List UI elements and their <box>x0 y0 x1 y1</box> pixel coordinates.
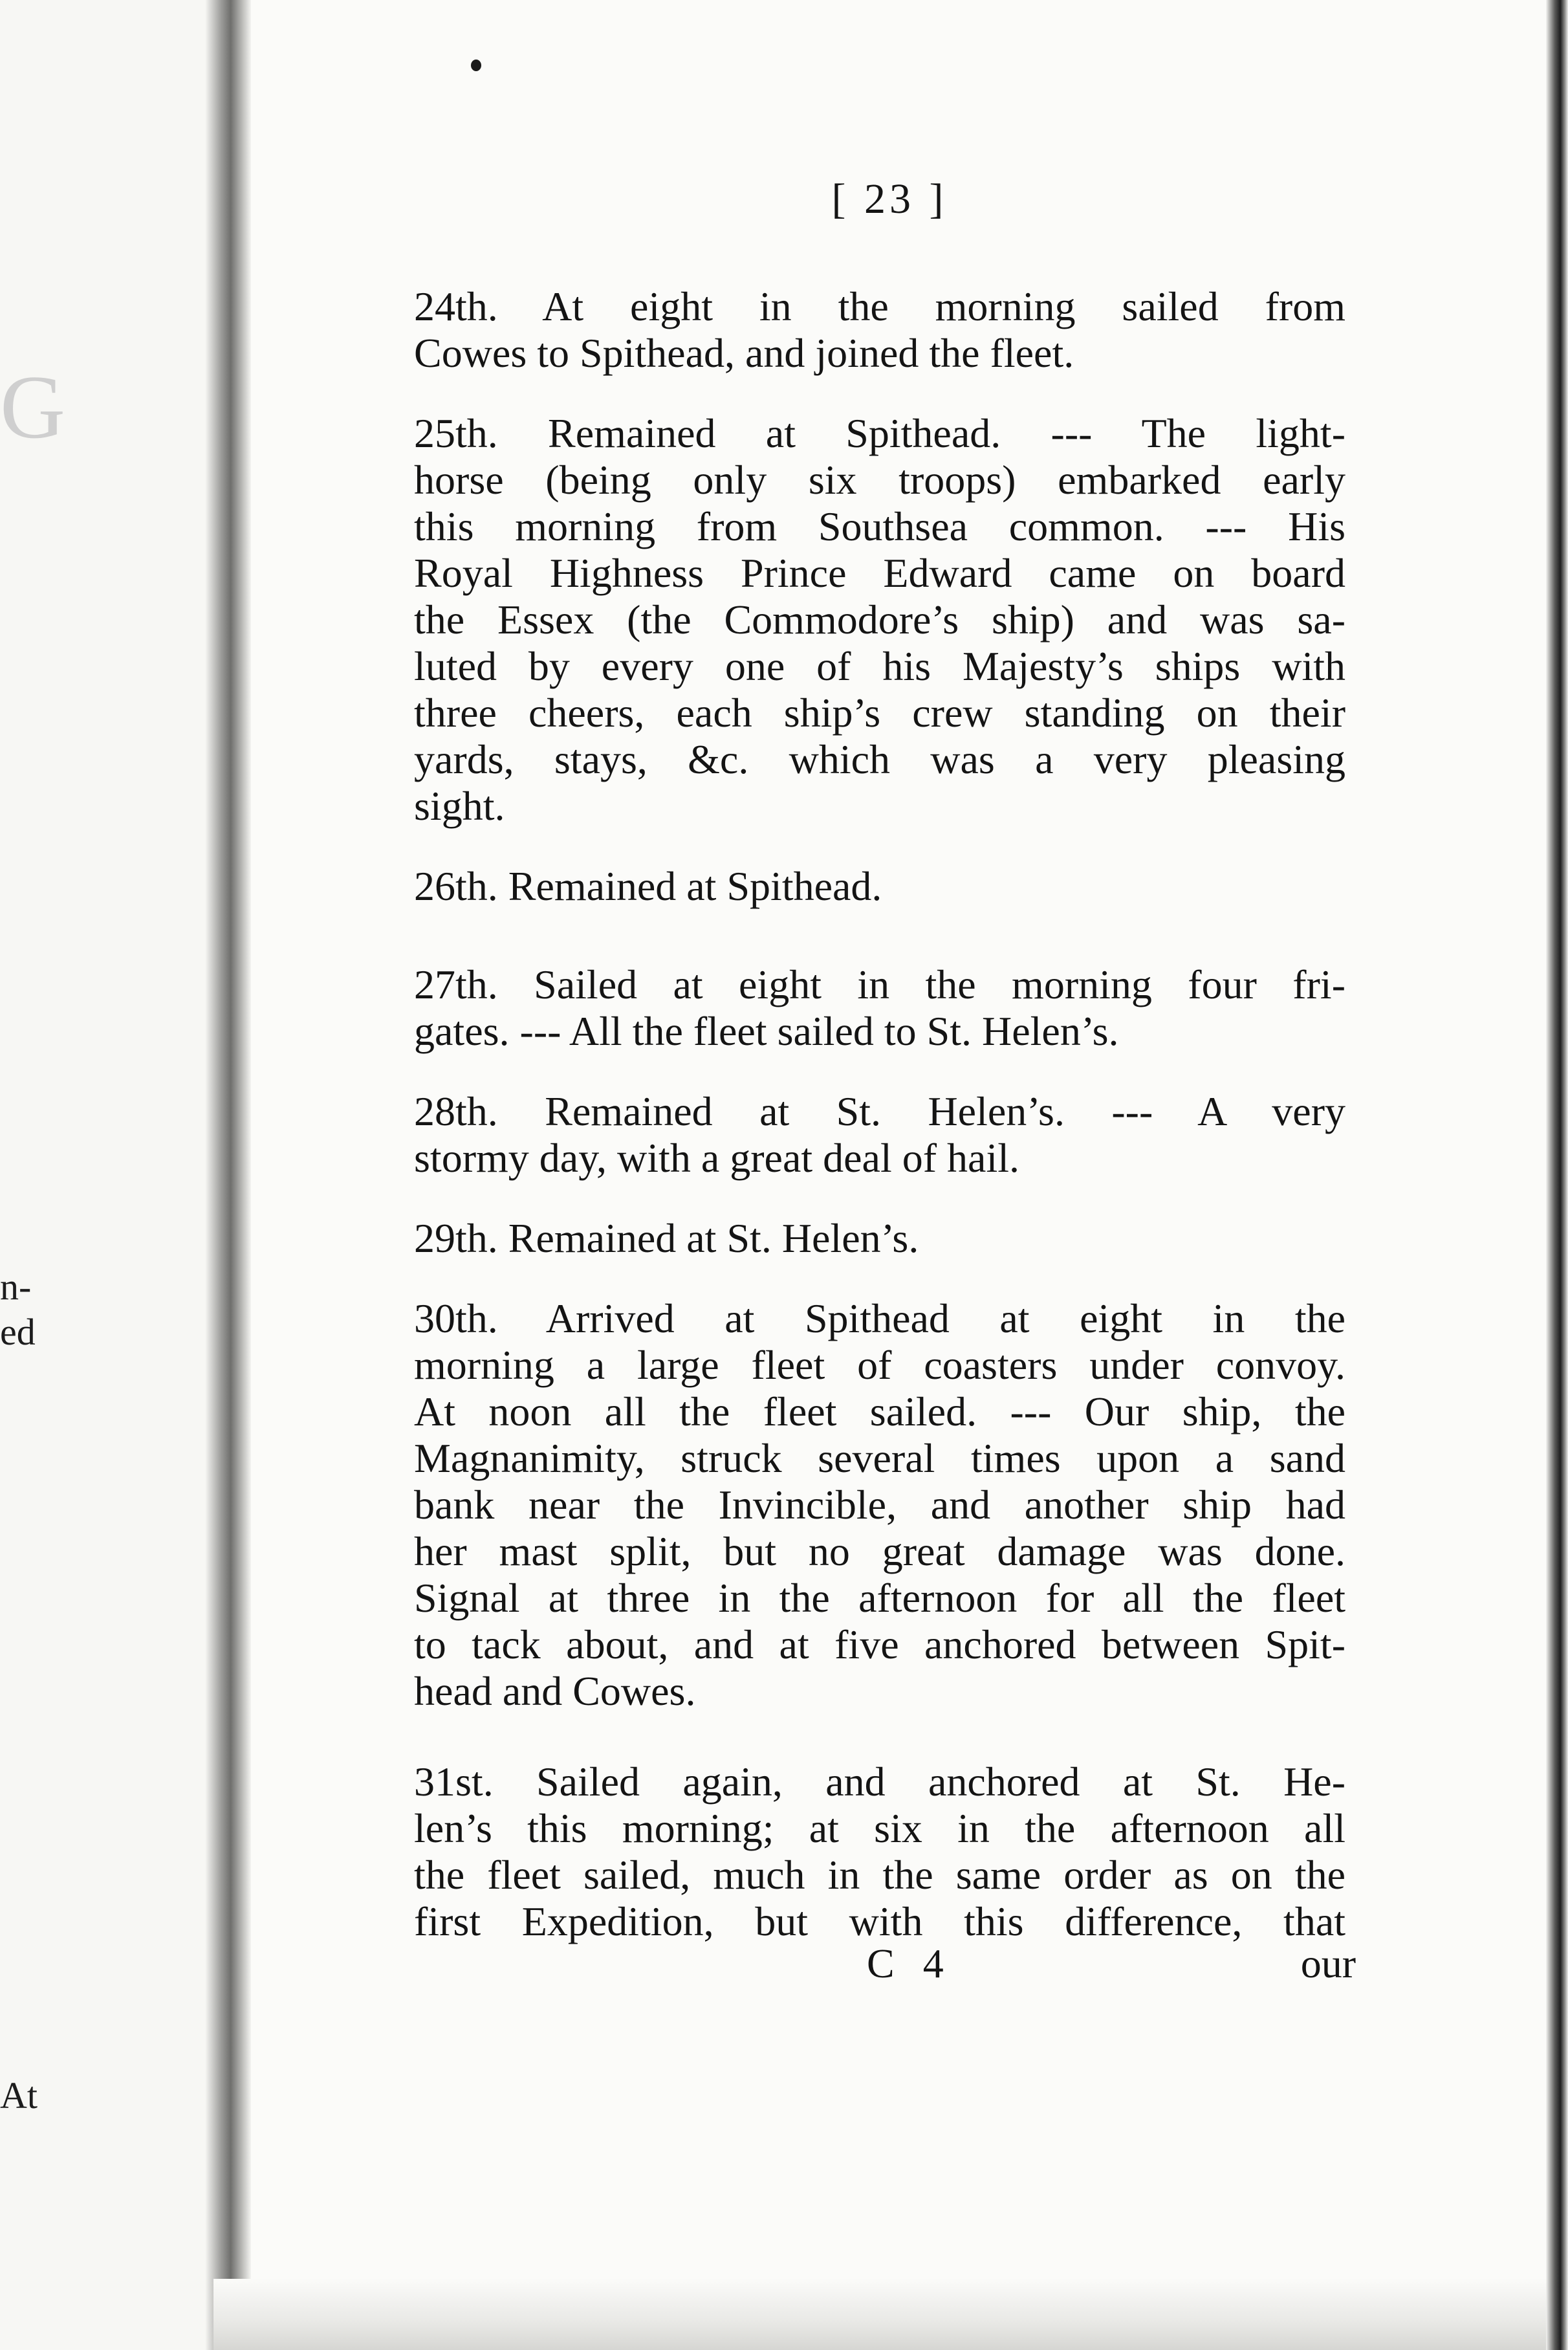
journal-entry-30th <box>414 1295 1345 1715</box>
text-line: 26th. Remained at Spithead. <box>414 863 882 909</box>
text-line: to tack about, and at five anchored between Spit- <box>414 1621 1345 1667</box>
catchword: our <box>1300 1940 1356 1986</box>
text-line: bank near the Invincible, and another ship had <box>414 1482 1345 1528</box>
facing-page-fragment: n- <box>0 1266 32 1308</box>
journal-entry-26th <box>414 863 1345 910</box>
text-line: gates. --- All the fleet sailed to St. Helen’s. <box>414 1008 1119 1054</box>
text-line: luted by every one of his Majesty’s ships with <box>414 643 1345 689</box>
text-line: stormy day, with a great deal of hail. <box>414 1135 1019 1181</box>
bleed-through-mark: G <box>0 357 66 457</box>
text-line: this morning from Southsea common. --- His <box>414 503 1345 549</box>
journal-entry-27th <box>414 961 1345 1055</box>
journal-entry-25th <box>414 410 1345 829</box>
text-line: morning a large fleet of coasters under convoy. <box>414 1342 1345 1388</box>
signature-mark: C 4 <box>867 1940 953 1986</box>
text-line: head and Cowes. <box>414 1668 696 1714</box>
text-line: Cowes to Spithead, and joined the fleet. <box>414 330 1074 376</box>
text-line: the fleet sailed, much in the same order as on the <box>414 1852 1345 1898</box>
text-line: 25th. Remained at Spithead. --- The light- <box>414 410 1345 456</box>
text-line: 30th. Arrived at Spithead at eight in the <box>414 1295 1345 1341</box>
text-line: At noon all the fleet sailed. --- Our ship, the <box>414 1389 1345 1434</box>
journal-entry-31st <box>414 1759 1345 1945</box>
journal-entry-29th <box>414 1215 1345 1262</box>
page-body <box>414 175 1356 1992</box>
text-line: 27th. Sailed at eight in the morning four fri- <box>414 961 1345 1007</box>
page-bottom-shadow <box>213 2279 1546 2350</box>
text-line: Signal at three in the afternoon for all the fleet <box>414 1575 1345 1621</box>
text-line: sight. <box>414 783 505 829</box>
page-footer <box>414 1940 1356 1992</box>
ink-speck <box>471 60 481 71</box>
book-gutter-shadow <box>206 0 251 2350</box>
text-line: 24th. At eight in the morning sailed from <box>414 283 1345 329</box>
text-line: horse (being only six troops) embarked early <box>414 457 1345 503</box>
facing-page-fragment: ed <box>0 1311 36 1353</box>
text-line: Magnanimity, struck several times upon a sand <box>414 1435 1345 1481</box>
journal-entry-28th <box>414 1088 1345 1181</box>
facing-page-fragment: At <box>0 2074 38 2116</box>
text-line: yards, stays, &c. which was a very pleasing <box>414 736 1345 782</box>
facing-page-left <box>0 0 213 2350</box>
text-line: three cheers, each ship’s crew standing on their <box>414 690 1345 736</box>
text-line: 31st. Sailed again, and anchored at St. He- <box>414 1759 1345 1805</box>
text-line: 28th. Remained at St. Helen’s. --- A very <box>414 1088 1345 1134</box>
text-line: the Essex (the Commodore’s ship) and was sa- <box>414 597 1345 642</box>
page-edge-shadow <box>1546 0 1568 2350</box>
text-line: first Expedition, but with this difference, that <box>414 1898 1345 1944</box>
page-number: [ 23 ] <box>831 175 948 223</box>
text-line: her mast split, but no great damage was done. <box>414 1528 1345 1574</box>
journal-entry-24th <box>414 283 1345 377</box>
text-line: len’s this morning; at six in the afternoon all <box>414 1805 1345 1851</box>
text-line: Royal Highness Prince Edward came on board <box>414 550 1345 596</box>
text-line: 29th. Remained at St. Helen’s. <box>414 1215 919 1261</box>
